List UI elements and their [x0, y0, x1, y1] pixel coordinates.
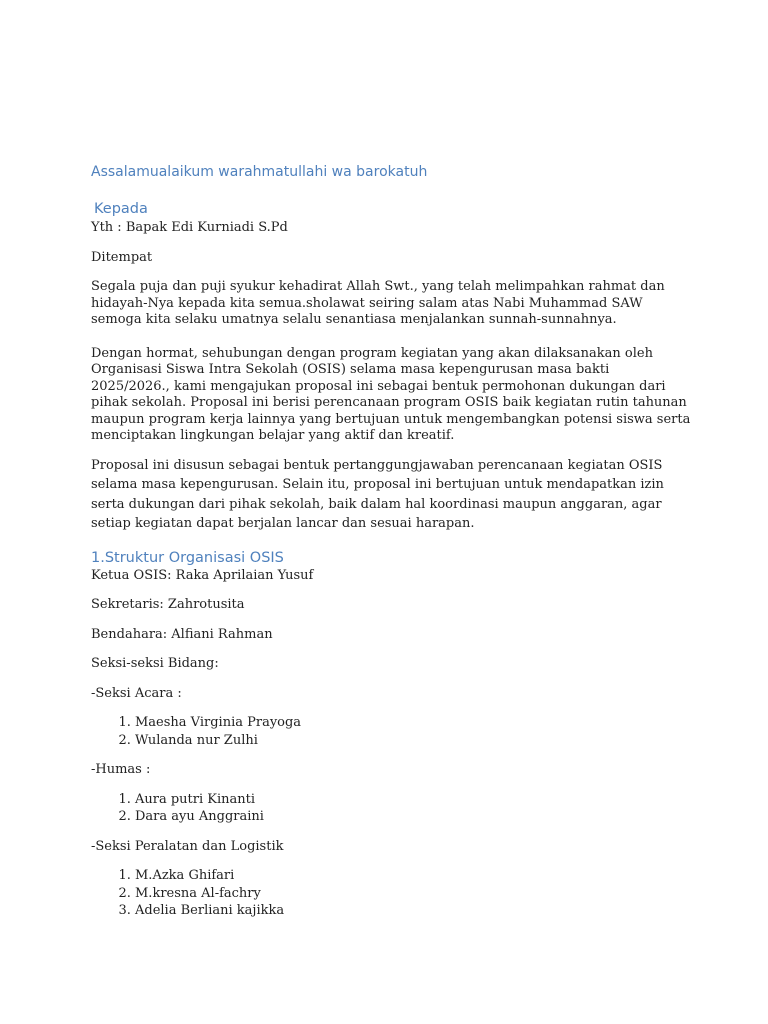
seksi-bidang-line: Seksi-seksi Bidang:	[91, 656, 219, 671]
list-item: 1. M.Azka Ghifari	[135, 867, 691, 885]
list-item: 1. Aura putri Kinanti	[135, 791, 691, 809]
humas-label: -Humas :	[91, 762, 151, 777]
recipient-line: Yth : Bapak Edi Kurniadi S.Pd	[91, 220, 288, 235]
paragraph-opening: Segala puja dan puji syukur kehadirat Allah Swt., yang telah melimpahkan rahmat dan hidayah-Nya kepada kita semua.sholawat seiring salam atas Nabi Muhammad SAW semoga kita selaku umatnya selalu senantiasa menjalankan sunnah-sunnahnya.	[91, 279, 665, 327]
humas-list	[91, 791, 691, 826]
seksi-acara-list	[91, 714, 691, 749]
peralatan-label: -Seksi Peralatan dan Logistik	[91, 838, 284, 854]
sekretaris-line: Sekretaris: Zahrotusita	[91, 597, 245, 612]
list-item: 2. Wulanda nur Zulhi	[135, 732, 691, 750]
list-item: 3. Adelia Berliani kajikka	[135, 902, 691, 920]
list-item: 1. Maesha Virginia Prayoga	[135, 714, 691, 732]
ditempat-line: Ditempat	[91, 249, 153, 265]
paragraph-purpose: Dengan hormat, sehubungan dengan program kegiatan yang akan dilaksanakan oleh Organisasi Siswa Intra Sekolah (OSIS) selama masa kepengurusan masa bakti 2025/2026., kami mengajukan proposal ini sebagai bentuk permohonan dukungan dari pihak sekolah. Proposal ini berisi perencanaan program OSIS baik kegiatan rutin tahunan maupun program kerja lainnya yang bertujuan untuk mengembangkan potensi siswa serta menciptakan lingkungan belajar yang aktif dan kreatif.	[91, 345, 691, 443]
seksi-acara-label: -Seksi Acara :	[91, 685, 182, 701]
list-item: 2. Dara ayu Anggraini	[135, 808, 691, 826]
bendahara-line: Bendahara: Alfiani Rahman	[91, 626, 273, 642]
greeting-heading: Assalamualaikum warahmatullahi wa barokatuh	[91, 164, 428, 180]
peralatan-list	[91, 867, 691, 920]
kepada-heading: Kepada	[94, 201, 148, 217]
paragraph-accountability: Proposal ini disusun sebagai bentuk pertanggungjawaban perencanaan kegiatan OSIS selama masa kepengurusan. Selain itu, proposal ini bertujuan untuk mendapatkan izin serta dukungan dari pihak sekolah, baik dalam hal koordinasi maupun anggaran, agar setiap kegiatan dapat berjalan lancar dan sesuai harapan.	[91, 457, 664, 531]
list-item: 2. M.kresna Al-fachry	[135, 885, 691, 903]
document-body	[91, 162, 691, 920]
section-title-struktur: 1.Struktur Organisasi OSIS	[91, 549, 284, 566]
ketua-line: Ketua OSIS: Raka Aprilaian Yusuf	[91, 567, 314, 583]
